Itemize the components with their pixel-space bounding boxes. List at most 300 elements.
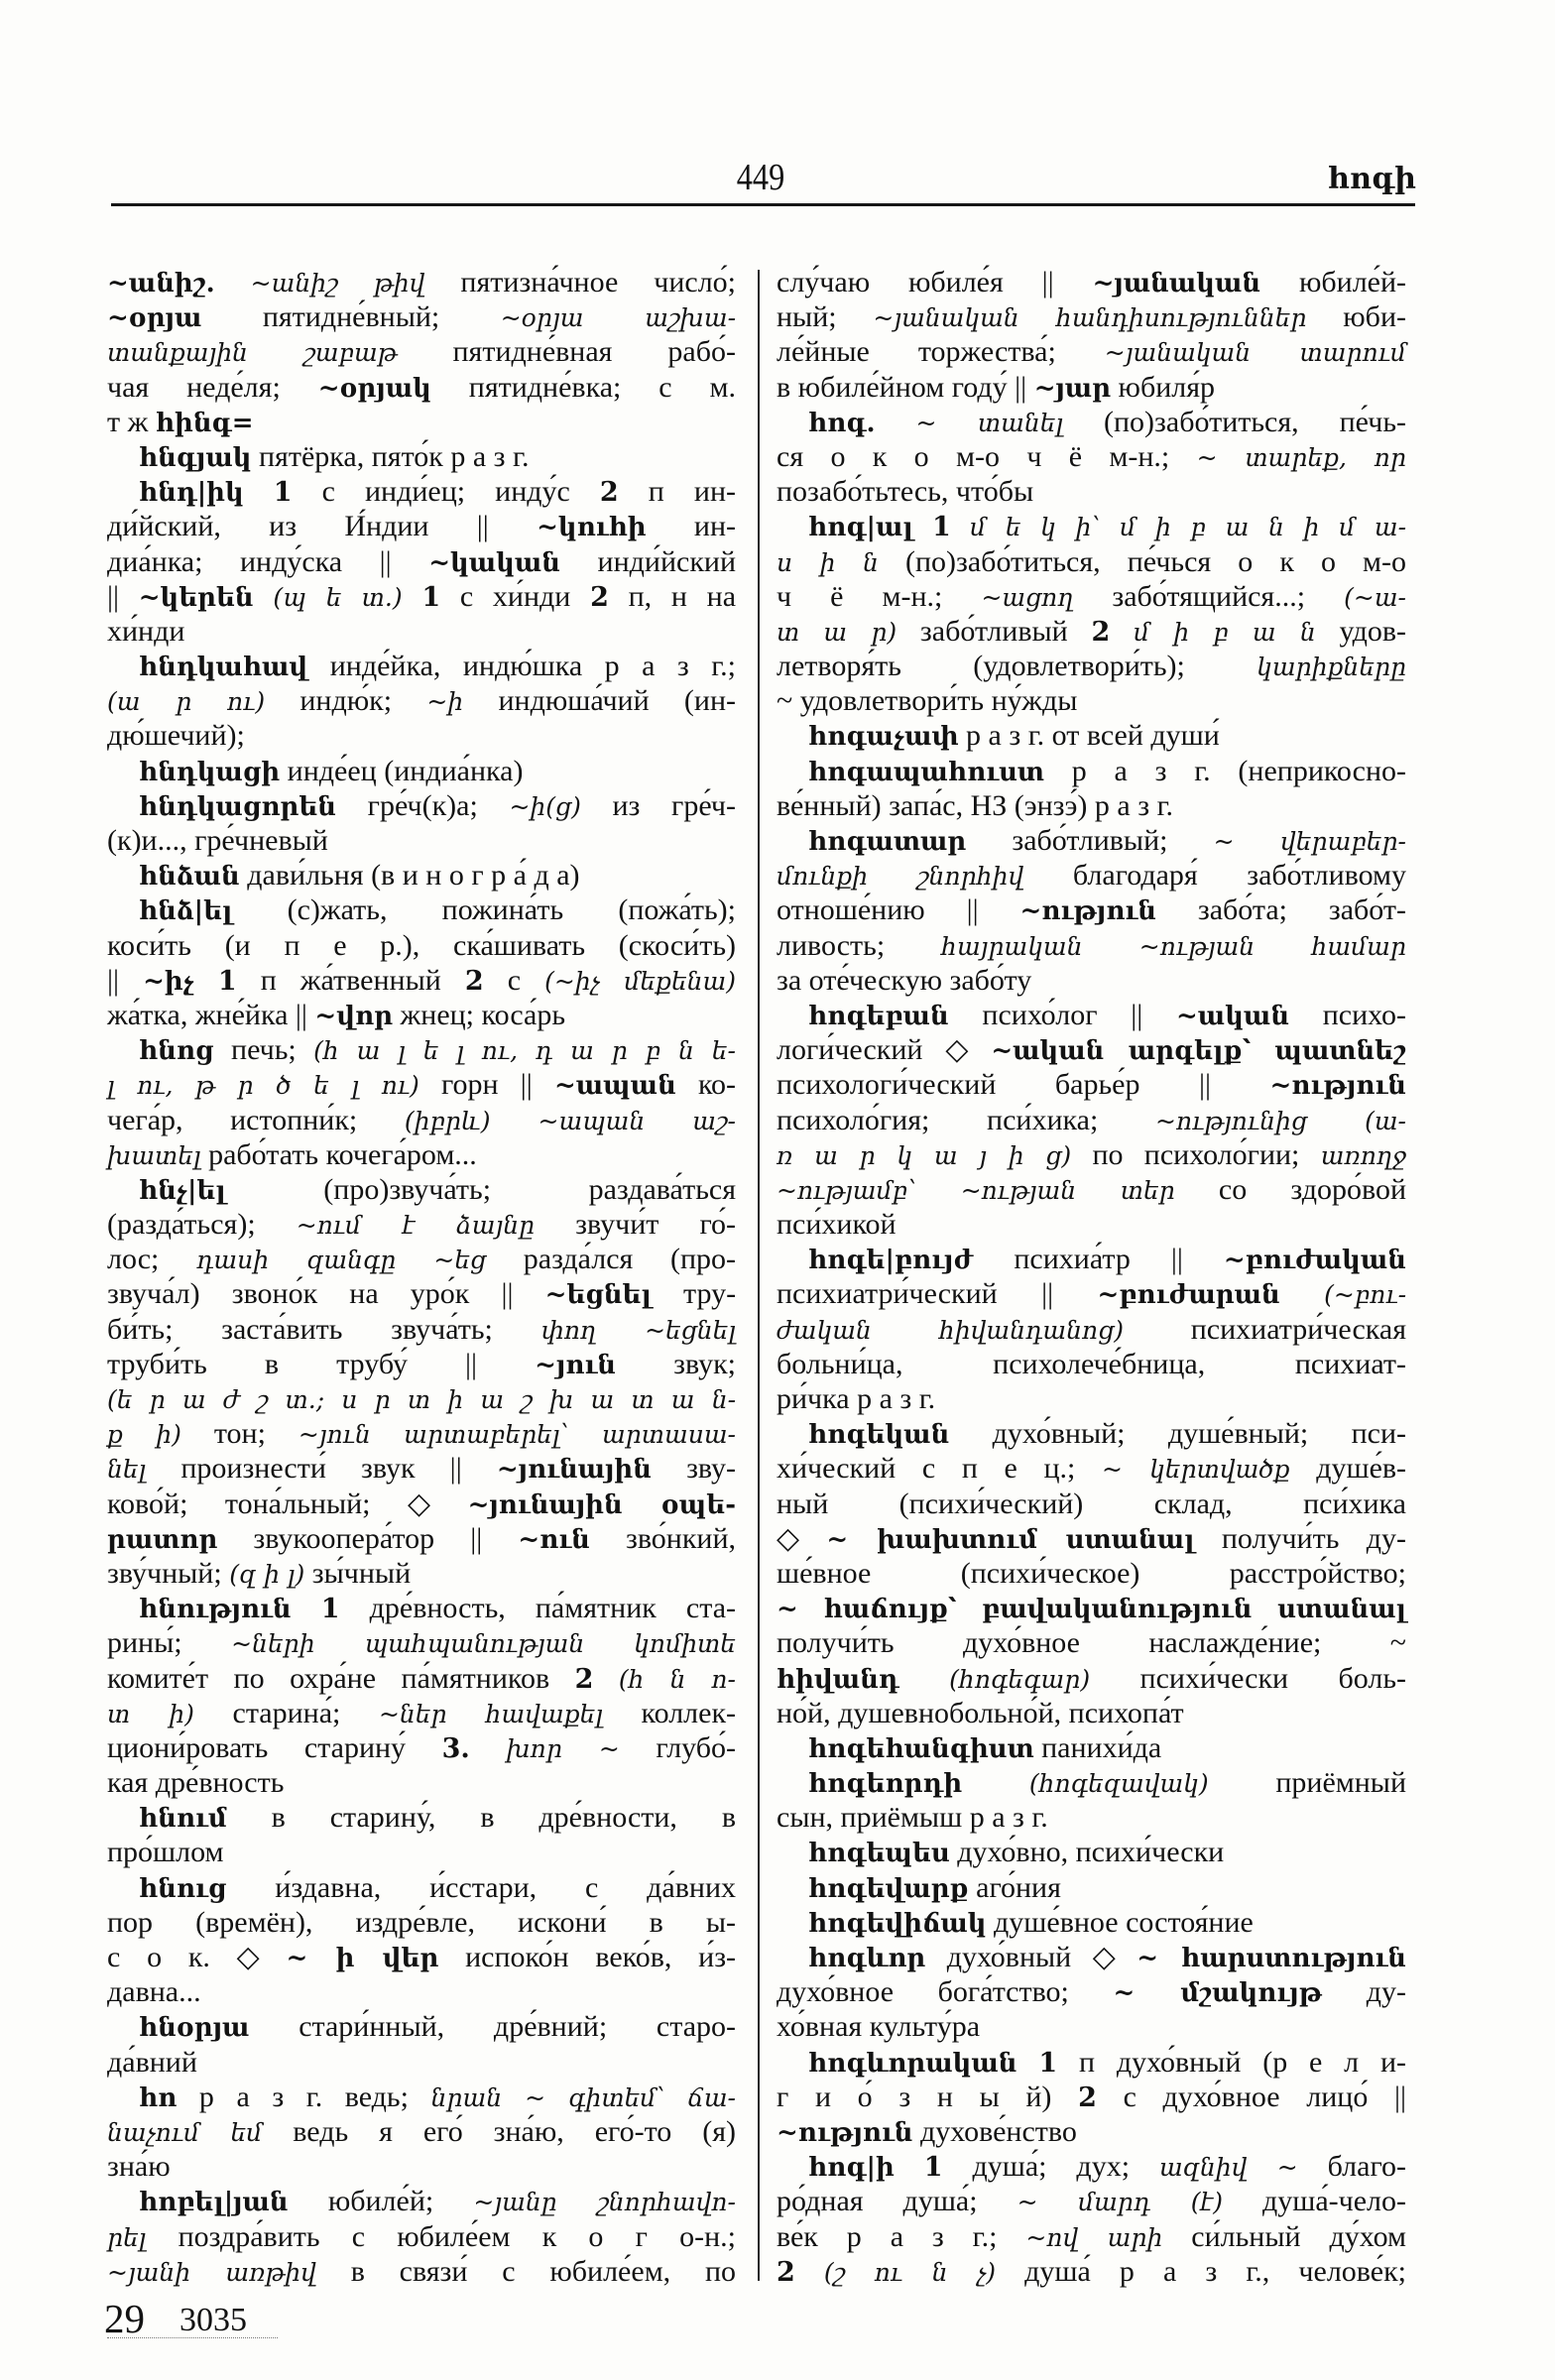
headword: ~կուհի [537, 513, 647, 543]
russian-text: юбиле́й- [1298, 266, 1407, 298]
dictionary-line [107, 1276, 736, 1311]
russian-text: ч ё м-н.; [777, 579, 943, 613]
armenian-example: լ ու, թ ր ծ ե լ ու) [107, 1071, 419, 1101]
line-text [107, 405, 254, 441]
armenian-example: (ե ր ա ժ շ տ.; ս ր տ ի ա շ խ ա տ ա ն- [107, 1385, 737, 1414]
dictionary-entry-line [777, 1905, 1406, 1940]
dictionary-line [777, 2184, 1406, 2218]
dictionary-line [107, 1661, 736, 1696]
russian-text: звуча́л) звоно́к на уро́к || [107, 1277, 514, 1311]
dictionary-line [107, 1381, 736, 1416]
russian-text: ко- [697, 1068, 737, 1102]
line-text [107, 370, 736, 407]
armenian-example: ~ի(ց) [509, 791, 581, 821]
russian-text: произнести́ звук || [180, 1452, 462, 1486]
russian-text: пятидне́вный; [262, 300, 440, 334]
dictionary-line [777, 1451, 1406, 1486]
dictionary-entry-line [777, 1242, 1406, 1276]
line-text [808, 509, 1406, 545]
line-text [107, 265, 736, 301]
russian-text: из гре́ч- [612, 788, 736, 822]
russian-text: глубо́- [656, 1730, 737, 1764]
dictionary-line [777, 1521, 1406, 1556]
russian-text: зы́чный [311, 1556, 412, 1590]
dictionary-line [777, 474, 1406, 509]
line-text [777, 1591, 1406, 1627]
headword: ~կական [428, 547, 560, 578]
armenian-example: ~ում է ձայնը [296, 1211, 535, 1241]
headword: հոգ. [808, 408, 876, 438]
sense-number: 3. [441, 1732, 470, 1764]
line-text [777, 1032, 1406, 1069]
line-text [808, 1905, 1254, 1942]
russian-text: ду- [1366, 1975, 1407, 2009]
dictionary-entry-line [107, 1032, 736, 1067]
headword: ~բուժարան [1097, 1280, 1280, 1311]
dictionary-line [107, 299, 736, 334]
russian-text: ле́йные торжества́; [777, 335, 1056, 369]
line-text [808, 754, 1406, 790]
armenian-example: ~ացող [981, 582, 1074, 612]
russian-text: психо́лог || [982, 998, 1143, 1031]
line-text [139, 649, 736, 685]
column-divider [758, 270, 760, 2281]
line-text [107, 1765, 284, 1800]
russian-text: да́вний [107, 2045, 197, 2079]
russian-text: ково́й; тона́льный; ◇ [107, 1487, 431, 1520]
russian-text: слу́чаю юбиле́я || [777, 266, 1054, 298]
line-text [139, 1032, 736, 1069]
armenian-example: խատել [107, 1140, 201, 1170]
dictionary-line [107, 1696, 736, 1730]
dictionary-line [107, 718, 736, 753]
dictionary-line [107, 1451, 736, 1486]
dictionary-entry-line [107, 754, 736, 788]
russian-text: звучи́т го́- [575, 1208, 737, 1242]
line-text [107, 1905, 736, 1940]
armenian-example: ~յանը շնորհավո- [473, 2188, 736, 2217]
russian-text: получи́ть духо́вное наслажде́ние; ~ [777, 1626, 1406, 1660]
line-text [107, 614, 184, 649]
line-text [777, 683, 1077, 718]
russian-text: жа́тка, жне́йка || [107, 998, 307, 1031]
line-text [777, 1487, 1406, 1521]
russian-text: психиатри́ческий || [777, 1277, 1054, 1311]
russian-text: рины́; [107, 1626, 182, 1660]
armenian-example: առողջ [1320, 1140, 1406, 1170]
headword: հոգեբան [808, 1001, 949, 1031]
armenian-example: ~ մարդ (է) [1017, 2188, 1223, 2217]
russian-text: горн || [440, 1068, 533, 1102]
headword: ~յար [1033, 373, 1112, 404]
armenian-example: ~ով արի [1025, 2222, 1163, 2252]
russian-text: би́ть; заста́вить звуча́ть; [107, 1312, 493, 1346]
russian-text: циони́ровать старину́ [107, 1730, 407, 1764]
headword: հնդ|իկ [139, 478, 244, 509]
line-text [107, 1451, 736, 1488]
line-text [139, 858, 580, 894]
russian-text: п жа́твенный [260, 963, 441, 997]
sense-number: 1 [320, 1594, 340, 1625]
russian-text: поздра́вить с юбиле́ем к о г о-н.; [178, 2219, 736, 2253]
line-text [139, 2009, 736, 2046]
armenian-example: ~ կերտվածք [1102, 1455, 1290, 1485]
russian-text: ведь я его́ зна́ю, его́-то (я) [293, 2114, 737, 2148]
russian-text: труби́ть в трубу́ || [107, 1347, 478, 1380]
headword: ~եցնել [544, 1280, 652, 1311]
dictionary-line [107, 1347, 736, 1381]
armenian-example: ~ տանել [915, 408, 1064, 437]
armenian-example: ~ տարեք, որ [1196, 442, 1407, 472]
dictionary-line [777, 544, 1406, 579]
line-text [107, 718, 245, 753]
dictionary-line [777, 2114, 1406, 2149]
dictionary-entry-line [777, 2149, 1406, 2184]
dictionary-line [777, 892, 1406, 927]
russian-text: душе́вное состоя́ние [994, 1905, 1254, 1939]
russian-text: звукоопера́тор || [253, 1521, 483, 1555]
headword: հնդկահավ [139, 653, 308, 683]
dictionary-entry-line [107, 1870, 736, 1905]
line-text [107, 544, 736, 581]
line-text [777, 2009, 980, 2044]
line-text [107, 334, 736, 370]
sense-number: 1 [421, 581, 441, 613]
russian-text: звук; [673, 1347, 736, 1380]
russian-text: логи́ческий ◇ [777, 1033, 969, 1067]
line-text [139, 439, 529, 476]
headword: ~ական արգելք՝ պատնեշ [991, 1036, 1406, 1067]
headword: հնգյակ [139, 442, 252, 473]
line-text [107, 1207, 736, 1243]
headword: ~իչ [143, 966, 194, 997]
dictionary-line [107, 334, 736, 369]
line-text [107, 1521, 736, 1558]
russian-text: комите́т по охра́не па́мятников [107, 1661, 550, 1695]
line-text [139, 1870, 736, 1907]
russian-text: психиатри́ческая [1190, 1312, 1407, 1346]
dictionary-line [777, 1487, 1406, 1521]
sense-number: 2 [590, 581, 609, 613]
line-text [777, 614, 1406, 650]
dictionary-line [777, 1625, 1406, 1660]
dictionary-line [777, 2080, 1406, 2114]
russian-text: юбиля́р [1118, 370, 1216, 404]
dictionary-entry-line [107, 474, 736, 509]
russian-text: дре́вность, па́мятник ста- [369, 1592, 737, 1625]
armenian-example: մունքի շնորհիվ [777, 862, 1024, 892]
left-column [107, 265, 736, 2289]
footer-underline [107, 2337, 278, 2338]
russian-text: индю́к; [299, 684, 393, 718]
armenian-example: (հ ա լ ե լ ու, դ ա ր բ ն ե- [313, 1036, 736, 1066]
armenian-example: (հ ն ո- [618, 1664, 736, 1694]
russian-text: (с)жать, пожина́ть (пожа́ть); [287, 893, 737, 927]
dictionary-entry-line [777, 718, 1406, 753]
right-column [777, 265, 1406, 2289]
headword: հոգևոր [808, 1944, 926, 1973]
line-text [777, 1661, 1406, 1698]
russian-text: пятизна́чное число́; [460, 266, 737, 298]
line-text [139, 2184, 736, 2220]
russian-text: душе́в- [1316, 1452, 1407, 1486]
line-text [139, 788, 736, 825]
russian-text: стари́нный, дре́вний; старо- [299, 2010, 737, 2044]
dictionary-entry-line [107, 892, 736, 927]
russian-text: жнец; коса́рь [400, 998, 565, 1031]
russian-text: р а з г. ведь; [198, 2080, 409, 2113]
dictionary-line [107, 1625, 736, 1660]
russian-text: душа́ р а з г., челове́к; [1024, 2254, 1406, 2288]
dictionary-line [107, 2149, 736, 2184]
dictionary-line [777, 2009, 1406, 2044]
armenian-example: ժական հիվանդանոց) [777, 1315, 1125, 1345]
dictionary-entry-line [777, 1765, 1406, 1800]
dictionary-entry-line [107, 2184, 736, 2218]
russian-text: с духо́вное лицо́ || [1123, 2080, 1406, 2113]
line-text [107, 579, 736, 616]
headword: ~կերեն [138, 582, 254, 613]
russian-text: лос; [107, 1243, 160, 1276]
headword: ~ հաճույք՝ բավականություն ստանալ [777, 1595, 1407, 1625]
dictionary-entry-line [777, 998, 1406, 1032]
line-text [107, 1242, 736, 1277]
headword: ~ուն [518, 1524, 590, 1555]
line-text [777, 2219, 1406, 2255]
russian-text: диа́нка; инду́ска || [107, 544, 392, 578]
russian-text: пятидне́вная рабо́- [452, 335, 736, 369]
russian-text: пор (времён), издре́вле, искони́ в ы- [107, 1905, 737, 1939]
russian-text: отноше́нию || [777, 893, 979, 927]
russian-text: пятёрка, пято́к р а з г. [259, 439, 530, 473]
armenian-example: (ա ր ու) [107, 687, 266, 717]
headword: հոգաչափ [808, 722, 959, 753]
armenian-example: ~ությունից (ա- [1155, 1106, 1406, 1135]
russian-text: духо́вный ◇ [946, 1941, 1116, 1973]
headword: հոգեորդի [808, 1769, 963, 1800]
russian-text: (по)забо́титься, пе́чь- [1104, 405, 1406, 438]
line-text [777, 963, 1031, 998]
line-text [107, 2254, 736, 2290]
russian-text: ный; [777, 300, 837, 334]
line-text [107, 2149, 171, 2184]
dictionary-entry-line [777, 1416, 1406, 1451]
headword: հնդկացի [139, 757, 281, 787]
dictionary-line [107, 2114, 736, 2149]
dictionary-line [107, 928, 736, 963]
line-text [139, 1800, 736, 1837]
line-text [107, 1416, 736, 1452]
sense-number: 2 [574, 1663, 594, 1695]
line-text [777, 2184, 1406, 2219]
russian-text: психоло́гия; пси́хика; [777, 1103, 1099, 1136]
armenian-example: ~անիշ թիվ [250, 269, 425, 298]
dictionary-entry-line [107, 649, 736, 683]
russian-text: и́здавна, и́сстари, с да́вних [275, 1870, 737, 1904]
line-text [777, 1521, 1406, 1558]
russian-text: инде́йка, индю́шка р а з г.; [329, 650, 736, 683]
headword: հնություն [139, 1595, 292, 1625]
dictionary-line [777, 1172, 1406, 1207]
dictionary-line [777, 334, 1406, 369]
russian-text: хи́ческий с п е ц.; [777, 1452, 1076, 1486]
headword: հնչ|ել [139, 1175, 226, 1206]
line-text [777, 1451, 1406, 1487]
russian-text: р а з г. (неприкосно- [1071, 754, 1407, 787]
russian-text: забо́та; забо́т- [1197, 893, 1407, 927]
headword: հոգապահուստ [808, 757, 1044, 787]
russian-text: ный (психи́ческий) склад, пси́хика [777, 1487, 1406, 1520]
russian-text: духо́вное бога́тство; [777, 1975, 1069, 2009]
dictionary-line [777, 1556, 1406, 1591]
dictionary-line [107, 1103, 736, 1137]
dictionary-line [777, 2219, 1406, 2254]
dictionary-line [777, 928, 1406, 963]
sense-number: 1 [932, 512, 951, 543]
russian-text: ро́дная душа́; [777, 2185, 978, 2218]
line-text [808, 1242, 1406, 1278]
line-text [107, 1347, 736, 1383]
russian-text: (разда́ться); [107, 1208, 256, 1242]
line-text [107, 509, 736, 545]
russian-text: душа́; дух; [972, 2150, 1131, 2184]
headword: ~յուն [535, 1350, 616, 1380]
dictionary-line [107, 544, 736, 579]
line-text [808, 2149, 1406, 2186]
armenian-example: փող ~եցնել [540, 1315, 737, 1345]
dictionary-line [777, 1381, 1406, 1416]
line-text [777, 474, 1033, 509]
line-text [107, 2045, 197, 2080]
line-text [777, 858, 1406, 893]
line-text [777, 788, 1173, 823]
dictionary-line [777, 2254, 1406, 2289]
dictionary-entry-line [107, 2080, 736, 2114]
russian-text: психо- [1322, 998, 1407, 1031]
dictionary-line [107, 405, 736, 439]
dictionary-line [107, 1137, 736, 1172]
armenian-example: խոր ~ [506, 1733, 620, 1763]
dictionary-line [107, 1556, 736, 1591]
line-text [107, 1730, 736, 1766]
armenian-example: դասի զանգը ~եց [196, 1246, 487, 1275]
line-text [107, 299, 736, 336]
russian-text: печь; [231, 1033, 297, 1067]
armenian-example: ~ներ հավաքել [378, 1699, 603, 1728]
russian-text: духо́вный; душе́вный; пси- [992, 1417, 1406, 1451]
armenian-example: ~օրյա աշխա- [500, 303, 737, 333]
dictionary-line [107, 1730, 736, 1765]
line-text [139, 892, 736, 929]
russian-text: тру- [682, 1277, 737, 1311]
russian-text: про́шлом [107, 1836, 224, 1869]
headword: հոգ|ի [808, 2153, 895, 2184]
russian-text: зву- [686, 1452, 737, 1486]
armenian-example: (պ ե տ.) [273, 582, 403, 612]
armenian-example: ~յուն արտաբերել՝ արտասա- [298, 1420, 737, 1450]
dictionary-line [777, 439, 1406, 474]
line-text [139, 754, 523, 790]
armenian-example: ազնիվ ~ [1158, 2153, 1298, 2183]
headword: ~ություն [777, 2117, 913, 2148]
dictionary-line [107, 1940, 736, 1974]
line-text [777, 1172, 1406, 1208]
headword: րատոր [107, 1524, 218, 1555]
headword: հինգ= [155, 408, 254, 438]
line-text [107, 1487, 736, 1523]
dictionary-line [777, 265, 1406, 299]
armenian-example: կարիքները [1256, 653, 1407, 682]
russian-text: ся о к о м-о ч ё м-н.; [777, 439, 1170, 473]
dictionary-line [107, 370, 736, 405]
dictionary-line [777, 963, 1406, 998]
dictionary-entry-line [777, 1730, 1406, 1765]
line-text [107, 1974, 201, 2009]
russian-text: (по)забо́титься, пе́чься о к о м-о [904, 544, 1407, 578]
russian-text: благо- [1327, 2150, 1407, 2184]
russian-text: в связи́ с юбиле́ем, по [350, 2254, 737, 2288]
armenian-example: ~ վերաբեր- [1213, 827, 1407, 856]
russian-text: коси́ть (и п е р.), ска́шивать (скоси́ть) [107, 928, 737, 962]
dictionary-entry-line [777, 405, 1406, 439]
line-text [777, 2114, 1077, 2151]
russian-text: удов- [1339, 614, 1406, 648]
headword: հոգատար [808, 827, 967, 857]
dictionary-line [777, 1067, 1406, 1102]
dictionary-line [107, 579, 736, 614]
russian-text: давна... [107, 1975, 201, 2009]
line-text [808, 1765, 1406, 1802]
dictionary-line [777, 1207, 1406, 1242]
armenian-example: (~իչ մեքենա) [544, 966, 737, 996]
russian-text: ливость; [777, 928, 886, 962]
russian-text: благодаря́ забо́тливому [1072, 859, 1407, 892]
dictionary-entry-line [107, 858, 736, 892]
russian-text: зво́нкий, [625, 1521, 737, 1555]
headword: հնում [139, 1804, 227, 1835]
dictionary-entry-line [777, 823, 1406, 858]
russian-text: || [107, 963, 120, 997]
dictionary-entry-line [777, 2045, 1406, 2080]
headword: ~ություն [1019, 896, 1156, 927]
russian-text: рабо́тать кочега́ром... [208, 1137, 477, 1171]
armenian-example: (~ա- [1344, 582, 1407, 612]
line-text [777, 1625, 1406, 1660]
line-text [107, 1067, 736, 1104]
dictionary-line [777, 1591, 1406, 1625]
russian-text: со здоро́вой [1218, 1172, 1406, 1206]
russian-text: психиа́тр || [1014, 1243, 1183, 1276]
headword: հնձան [139, 862, 240, 892]
armenian-example: (հոգեգար) [949, 1664, 1091, 1694]
line-text [139, 2080, 736, 2116]
armenian-example: ~յանական տարում [1104, 338, 1407, 368]
headword: հնոց [139, 1036, 214, 1067]
line-text [107, 1103, 736, 1138]
headword: հնուց [139, 1873, 227, 1904]
headword: հնօրյա [139, 2013, 250, 2044]
armenian-example: ~ությամբ՝ ~ության տեր [777, 1175, 1175, 1205]
dictionary-line [777, 1032, 1406, 1067]
russian-text: зву́чный; [107, 1556, 222, 1590]
dictionary-line [777, 1276, 1406, 1311]
armenian-example: րել [107, 2222, 147, 2252]
dictionary-line [107, 1242, 736, 1276]
russian-text: за оте́ческую забо́ту [777, 963, 1032, 997]
dictionary-entry-line [777, 509, 1406, 543]
headword: հոգ|ալ [808, 513, 913, 543]
dictionary-line [777, 858, 1406, 892]
